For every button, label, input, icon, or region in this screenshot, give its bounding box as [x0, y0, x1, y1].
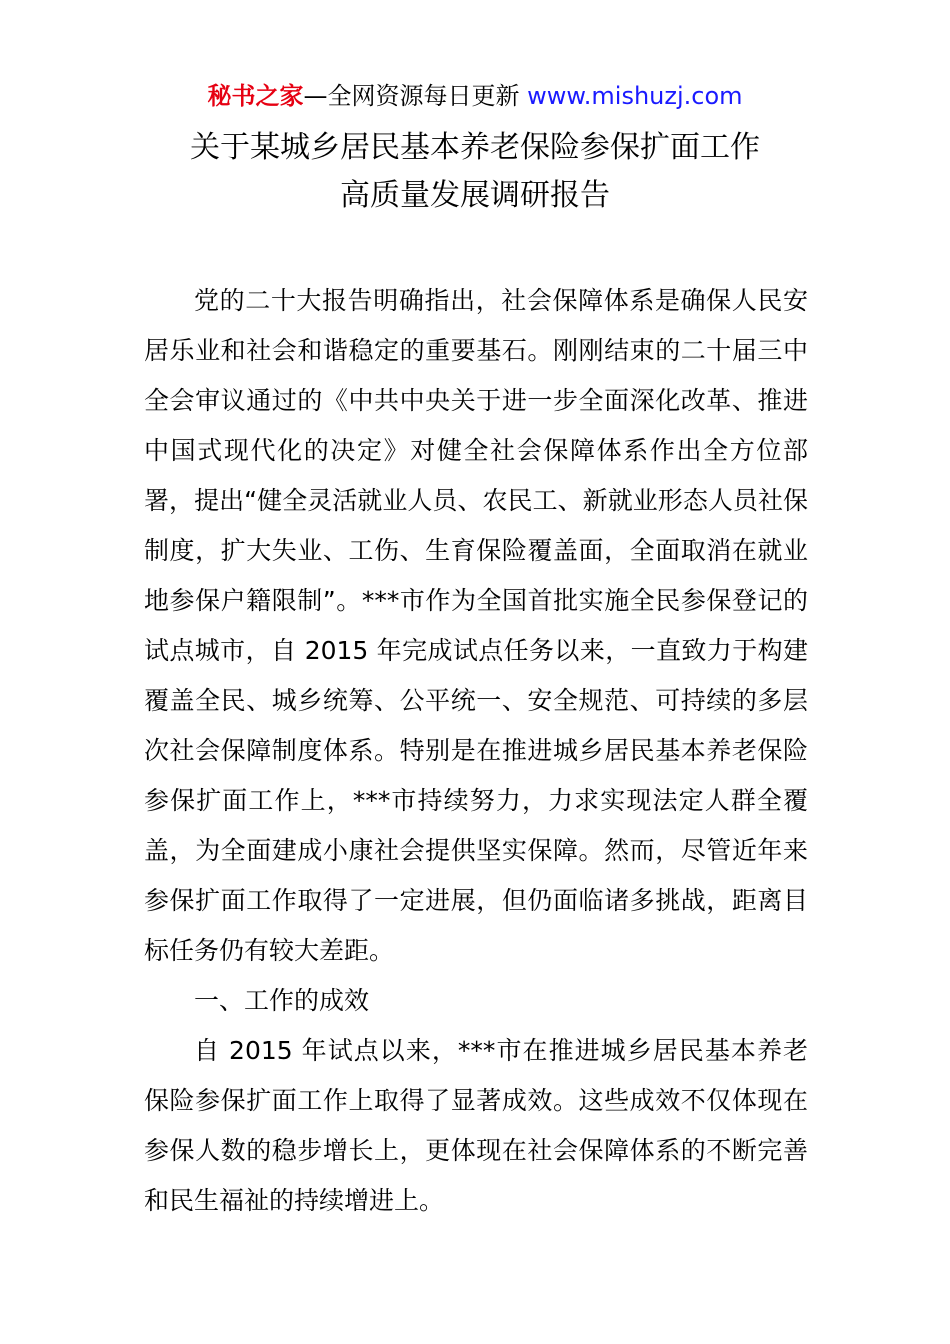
- header-tagline: —全网资源每日更新: [303, 82, 520, 110]
- document-title-line-2: 高质量发展调研报告: [340, 178, 610, 213]
- body-paragraph-1: 党的二十大报告明确指出，社会保障体系是确保人民安居乐业和社会和谐稳定的重要基石。刚刚结束的二十届三中全会审议通过的《中共中央关于进一步全面深化改革、推进中国式现代化的决定》对健全社会保障体系作出全方位部署，提出“健全灵活就业人员、农民工、新就业形态人员社保制度，扩大失业、工伤、生育保险覆盖面，全面取消在就业地参保户籍限制”。***市作为全国首批实施全民参保登记的试点城市，自 2015 年完成试点任务以来，一直致力于构建覆盖全民、城乡统筹、公平统一、安全规范、可持续的多层次社会保障制度体系。特别是在推进城乡居民基本养老保险参保扩面工作上，***市持续努力，力求实现法定人群全覆盖，为全面建成小康社会提供坚实保障。然而，尽管近年来参保扩面工作取得了一定进展，但仍面临诸多挑战，距离目标任务仍有较大差距。: [144, 286, 808, 965]
- site-url-link[interactable]: www.mishuzj.com: [527, 82, 743, 110]
- document-body: [144, 276, 808, 1226]
- section-heading-1: 一、工作的成效: [194, 986, 370, 1015]
- brand-name: 秘书之家: [207, 82, 304, 110]
- document-title-line-1: 关于某城乡居民基本养老保险参保扩面工作: [190, 130, 760, 165]
- site-header: [0, 80, 950, 112]
- body-paragraph-2: 自 2015 年试点以来，***市在推进城乡居民基本养老保险参保扩面工作上取得了显著成效。这些成效不仅体现在参保人数的稳步增长上，更体现在社会保障体系的不断完善和民生福祉的持续增进上。: [144, 1036, 808, 1215]
